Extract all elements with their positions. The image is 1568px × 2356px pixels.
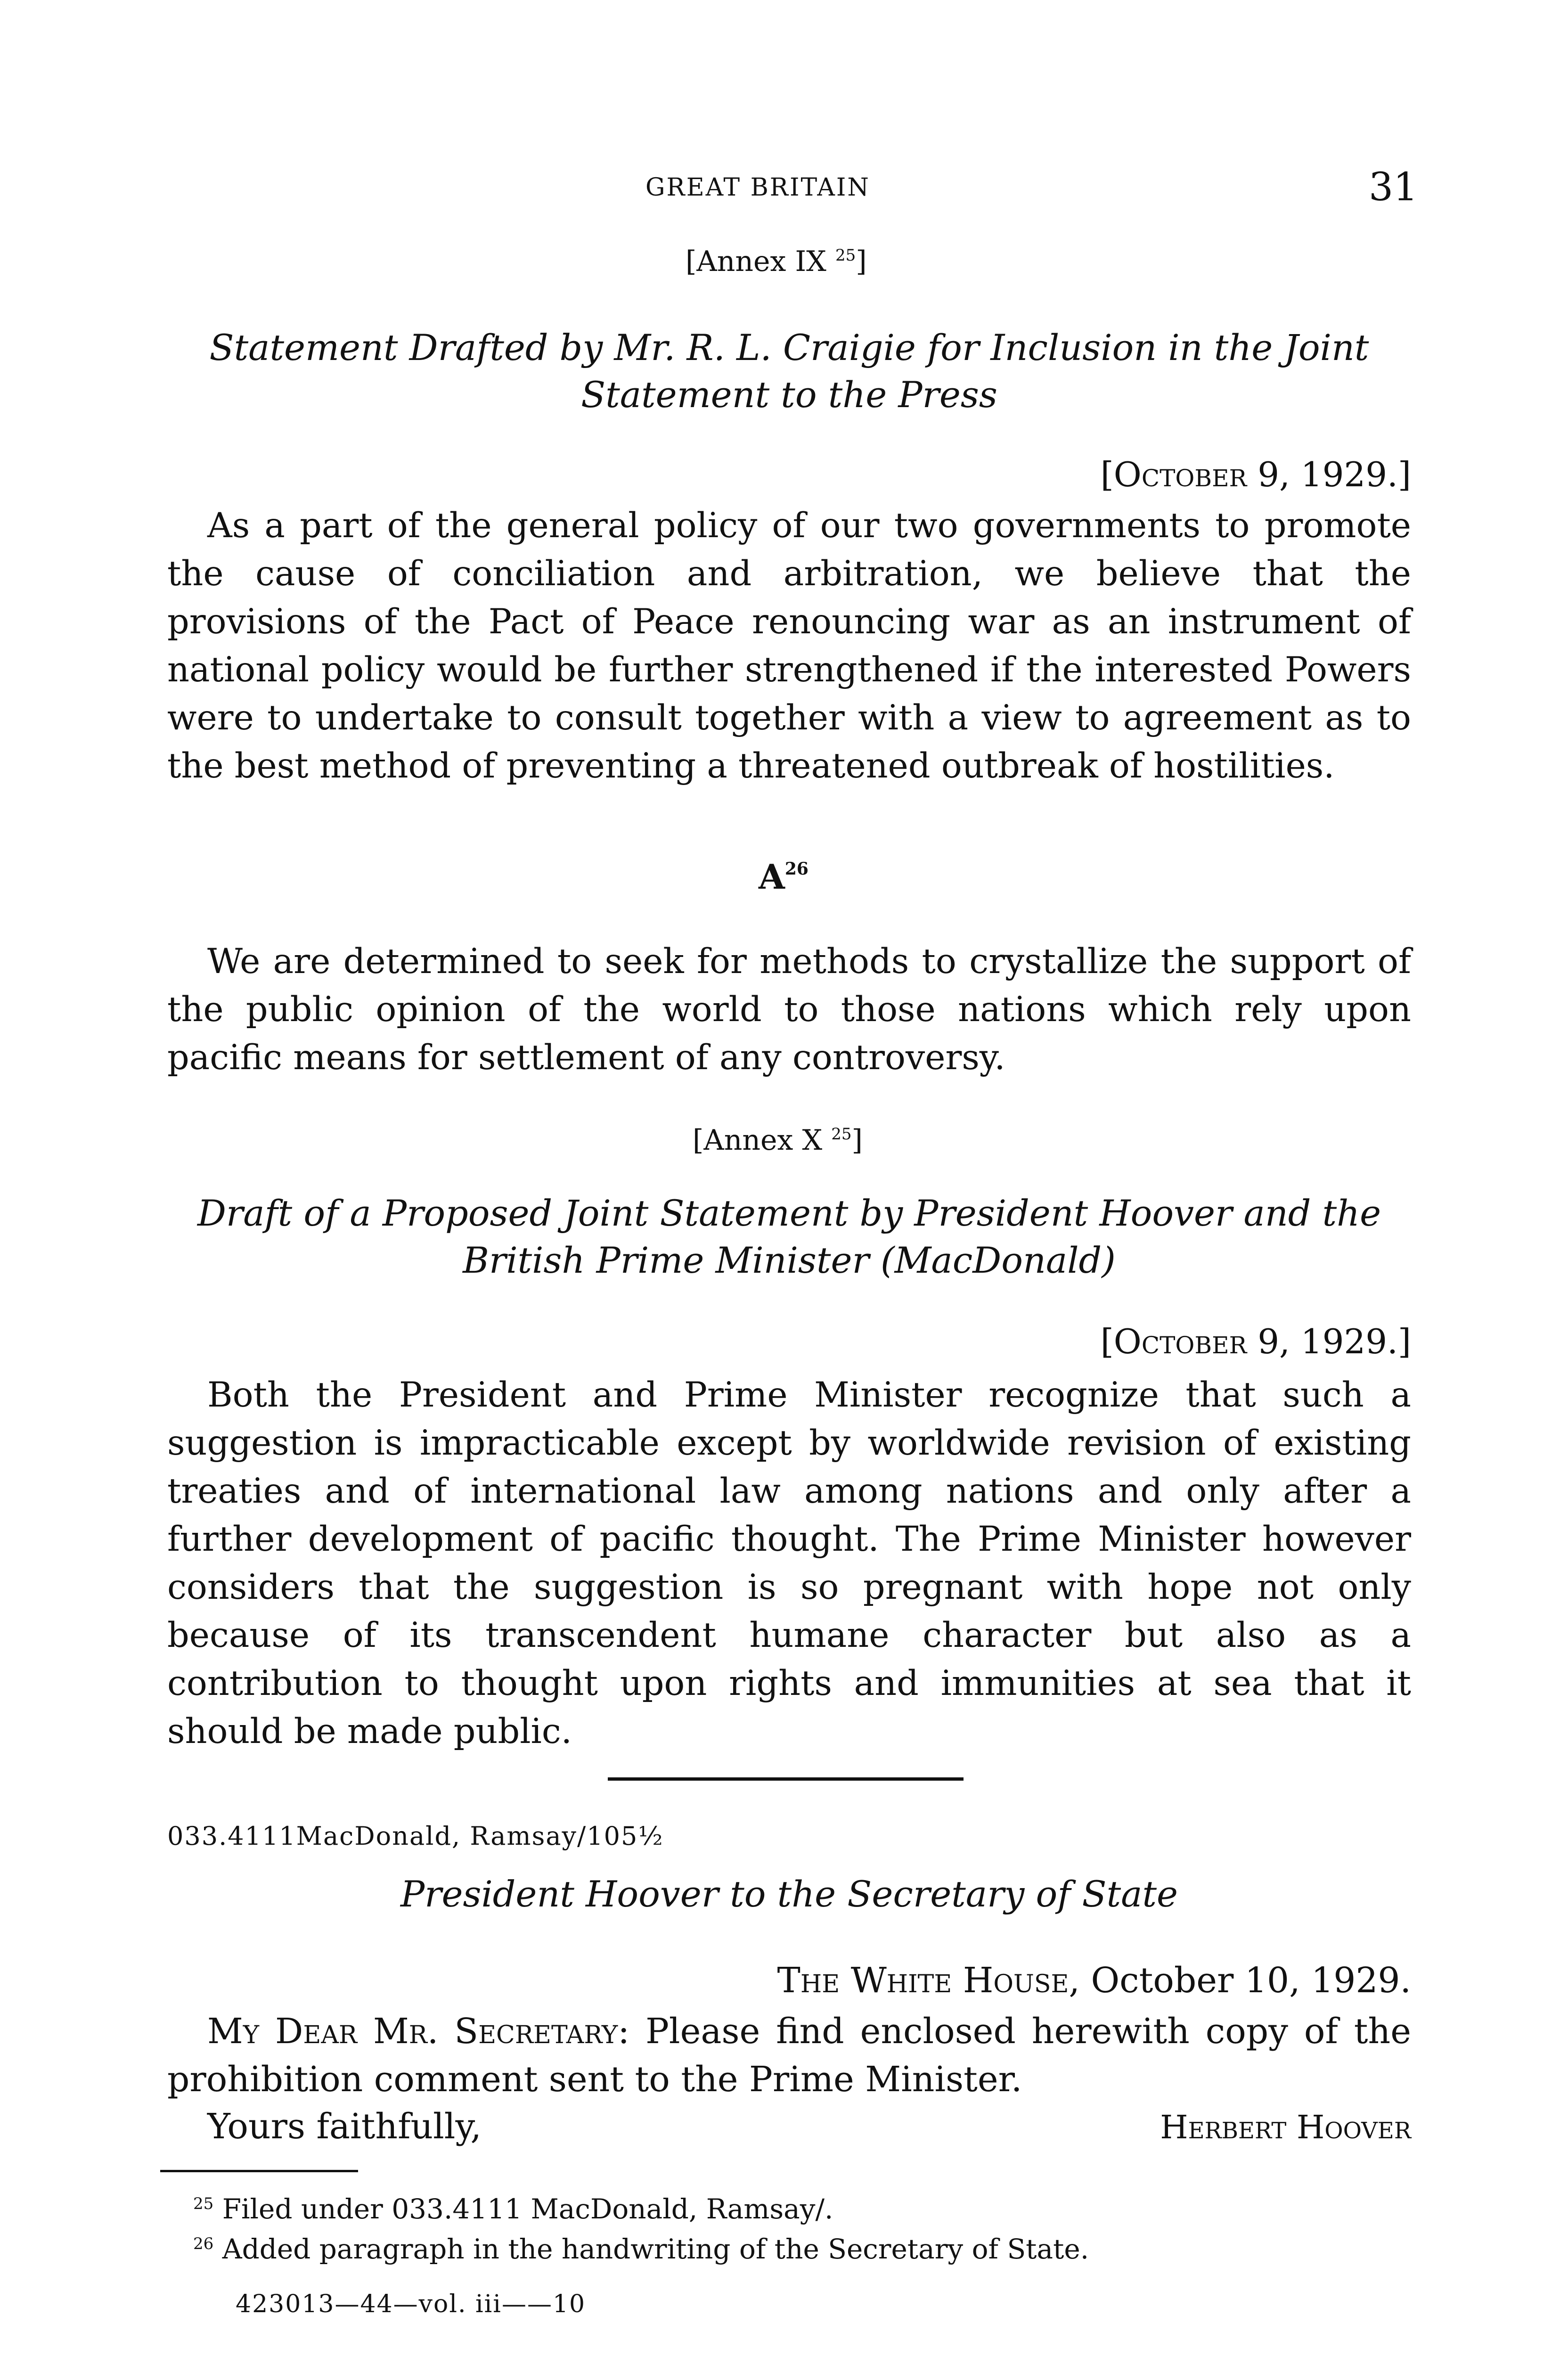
letter-dateline: The White House, October 10, 1929. xyxy=(777,1960,1411,2001)
file-reference: 033.4111MacDonald, Ramsay/105½ xyxy=(167,1821,664,1851)
annex-x-body: Both the President and Prime Minister recognize that such a suggestion is impracticable except by worldwide revision of existing treaties and of international law among nations and only after a further development of pacific thought. The Prime Minister however considers that the suggestion is so pregnant with hope not only because of its transcendent humane character but also as a contribution to thought upon rights and immunities at sea that it should be made public. xyxy=(167,1375,1411,1751)
annex-x-date: [October 9, 1929.] xyxy=(1100,1322,1411,1361)
footnote-divider xyxy=(160,2170,358,2172)
annex-ix-title xyxy=(167,324,1411,418)
annex-ix-body: As a part of the general policy of our two governments to promote the cause of conciliation and arbitration, we believe that the provisions of the Pact of Peace renouncing war as an instrument of national policy would be further strengthened if the interested Powers were to undertake to consult together with a view to agreement as to the best method of preventing a threatened outbreak of hostilities. xyxy=(167,506,1411,786)
footnote-ref-26: 26 xyxy=(784,859,808,879)
page-number: 31 xyxy=(1369,165,1418,210)
annex-ix-title-line2: Statement to the Press xyxy=(581,374,997,416)
annex-ix-label: [Annex IX $^{25}$] xyxy=(686,245,867,278)
footnote-26: $^{26}$ Added paragraph in the handwriting of the Secretary of State. xyxy=(193,2233,1089,2265)
annex-ix-date: [October 9, 1929.] xyxy=(1100,455,1411,494)
section-a-body: We are determined to seek for methods to crystallize the support of the public opinion of the world to those nations which rely upon pacific means for settlement of any controversy. xyxy=(167,941,1411,1078)
letter-signature: Herbert Hoover xyxy=(1160,2109,1411,2146)
running-head: GREAT BRITAIN xyxy=(645,173,870,202)
printer-code: 423013—44—vol. iii——10 xyxy=(236,2290,586,2318)
footnote-ref-25-second: 25 xyxy=(831,1125,852,1144)
annex-x-title-line1: Draft of a Proposed Joint Statement by President Hoover and the xyxy=(197,1192,1381,1234)
annex-x-label: [Annex X $^{25}$] xyxy=(693,1124,863,1157)
footnote-25: $^{25}$ Filed under 033.4111 MacDonald, Ramsay/. xyxy=(193,2193,833,2225)
annex-ix-title-line1: Statement Drafted by Mr. R. L. Craigie for Inclusion in the Joint xyxy=(209,327,1369,368)
letter-title: President Hoover to the Secretary of State xyxy=(400,1873,1178,1915)
letter-body-text: Please find enclosed herewith copy of the prohibition comment sent to the Prime Minister. xyxy=(167,2011,1411,2100)
section-divider xyxy=(608,1777,964,1781)
footnotes xyxy=(193,2186,1418,2266)
footnote-ref-25: 25 xyxy=(835,246,856,265)
letter-body xyxy=(167,2007,1411,2103)
annex-x-title xyxy=(167,1190,1411,1284)
salutation: My Dear Mr. Secretary: xyxy=(207,2011,630,2052)
letter-closing: Yours faithfully, xyxy=(207,2106,482,2147)
annex-x-title-line2: British Prime Minister (MacDonald) xyxy=(463,1239,1116,1281)
section-a-heading: $A^{26}$ xyxy=(759,857,808,897)
